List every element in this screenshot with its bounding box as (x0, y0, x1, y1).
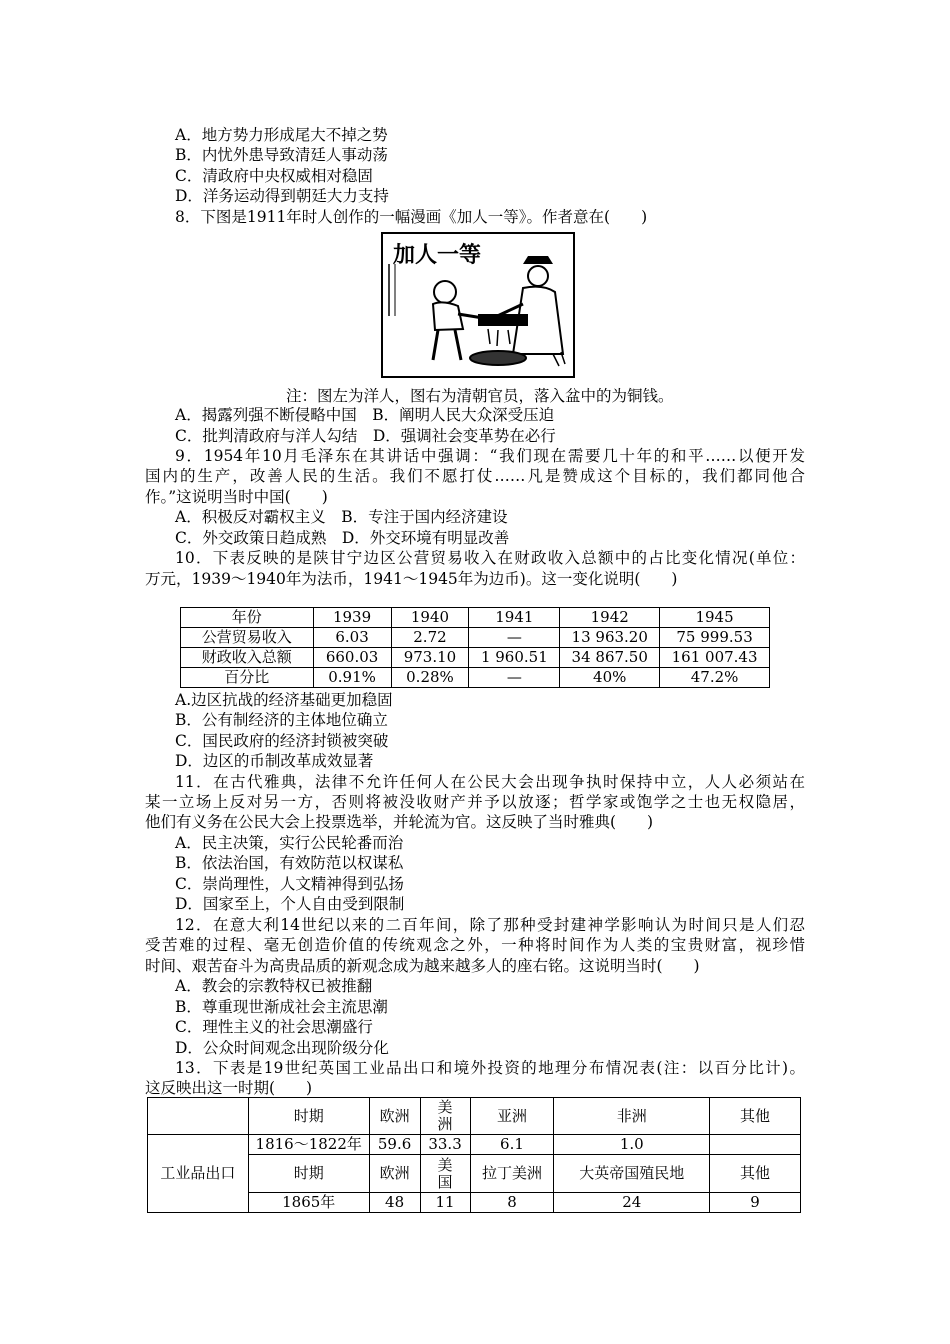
q13-row-label: 工业品出口 (148, 1135, 249, 1213)
table-cell: 8 (470, 1193, 554, 1213)
q11-option-a: A．民主决策，实行公民轮番而治 (175, 834, 404, 852)
table-cell: — (469, 628, 560, 648)
table-cell: — (469, 668, 560, 688)
q13-header2-usa: 美国 (437, 1155, 453, 1191)
table-cell: 11 (420, 1193, 470, 1213)
table-cell: 时期 (248, 1098, 369, 1135)
q13-stem-line2: 这反映出这一时期( ) (145, 1079, 313, 1097)
table-cell: 0.28% (391, 668, 469, 688)
table-cell: 6.1 (470, 1135, 554, 1155)
q10-option-d: D．边区的币制改革成效显著 (175, 752, 374, 770)
table-cell: 24 (554, 1193, 710, 1213)
q12-stem-line3: 时间、艰苦奋斗为高贵品质的新观念成为越来越多人的座右铭。这说明当时( ) (145, 957, 700, 975)
q10-stem-line1: 10．下表反映的是陕甘宁边区公营贸易收入在财政收入总额中的占比变化情况(单位： (175, 549, 805, 567)
q13-table (147, 1097, 801, 1213)
table-cell: 59.6 (369, 1135, 420, 1155)
table-cell: 年份 (181, 608, 314, 628)
table-cell: 公营贸易收入 (181, 628, 314, 648)
q11-option-b: B．依法治国，有效防范以权谋私 (175, 854, 404, 872)
table-cell (710, 1135, 801, 1155)
q12-option-d: D．公众时间观念出现阶级分化 (175, 1039, 389, 1057)
table-cell: 1 960.51 (469, 648, 560, 668)
table-cell: 亚洲 (470, 1098, 554, 1135)
table-cell: 其他 (710, 1098, 801, 1135)
table-row (181, 668, 770, 688)
table-cell: 33.3 (420, 1135, 470, 1155)
q12-option-b: B．尊重现世渐成社会主流思潮 (175, 998, 388, 1016)
table-cell: 1945 (660, 608, 770, 628)
table-cell: 161 007.43 (660, 648, 770, 668)
q13-header1-americas: 美洲 (437, 1098, 453, 1133)
table-cell: 1941 (469, 608, 560, 628)
table-cell: 1865年 (248, 1193, 369, 1213)
q11-stem-line3: 他们有义务在公民大会上投票选举，并轮流为官。这反映了当时雅典( ) (145, 813, 654, 831)
table-cell: 1816～1822年 (248, 1135, 369, 1155)
table-cell: 财政收入总额 (181, 648, 314, 668)
q8-options-cd: C．批判清政府与洋人勾结 D．强调社会变革势在必行 (175, 427, 556, 445)
table-cell: 其他 (710, 1155, 801, 1193)
table-cell: 13 963.20 (560, 628, 660, 648)
table-row (181, 628, 770, 648)
table-cell: 75 999.53 (660, 628, 770, 648)
q11-option-c: C．崇尚理性，人文精神得到弘扬 (175, 875, 404, 893)
q12-stem-line1: 12．在意大利14世纪以来的二百年间，除了那种受封建神学影响认为时间只是人们忍 (175, 916, 805, 934)
table-cell: 48 (369, 1193, 420, 1213)
q12-stem-line2: 受苦难的过程、毫无创造价值的传统观念之外，一种将时间作为人类的宝贵财富，视珍惜 (145, 936, 805, 954)
table-cell: 1940 (391, 608, 469, 628)
q8-options-ab: A．揭露列强不断侵略中国 B．阐明人民大众深受压迫 (175, 406, 555, 424)
table-cell: 非洲 (554, 1098, 710, 1135)
q10-option-c: C．国民政府的经济封锁被突破 (175, 732, 389, 750)
table-cell: 欧洲 (369, 1098, 420, 1135)
table-row (181, 648, 770, 668)
table-cell: 欧洲 (369, 1155, 420, 1193)
q8-note: 注：图左为洋人，图右为清朝官员，落入盆中的为铜钱。 (286, 387, 674, 405)
table-cell: 6.03 (313, 628, 391, 648)
table-cell: 973.10 (391, 648, 469, 668)
q10-table (180, 607, 770, 688)
q10-stem-line2: 万元，1939～1940年为法币，1941～1945年为边币)。这一变化说明( ) (145, 570, 678, 588)
table-cell (420, 1155, 470, 1193)
table-cell: 拉丁美洲 (470, 1155, 554, 1193)
table-cell (420, 1098, 470, 1135)
q7-option-b: B．内忧外患导致清廷人事动荡 (175, 146, 388, 164)
q10-option-a: A.边区抗战的经济基础更加稳固 (175, 691, 393, 709)
q8-stem: 8．下图是1911年时人创作的一幅漫画《加人一等》。作者意在( ) (175, 208, 648, 226)
table-row (148, 1135, 801, 1155)
q9-options-cd: C．外交政策日趋成熟 D．外交环境有明显改善 (175, 529, 510, 547)
q10-option-b: B．公有制经济的主体地位确立 (175, 711, 388, 729)
cartoon-drawing (383, 234, 573, 376)
q9-stem-line1: 9．1954年10月毛泽东在其讲话中强调：“我们现在需要几十年的和平……以便开发 (175, 447, 805, 465)
q9-options-ab: A．积极反对霸权主义 B．专注于国内经济建设 (175, 508, 508, 526)
table-cell: 大英帝国殖民地 (554, 1155, 710, 1193)
table-cell (148, 1098, 249, 1135)
table-cell: 时期 (248, 1155, 369, 1193)
table-cell: 9 (710, 1193, 801, 1213)
q11-option-d: D．国家至上，个人自由受到限制 (175, 895, 405, 913)
table-cell: 40% (560, 668, 660, 688)
cartoon-title: 加人一等 (393, 242, 482, 268)
table-cell: 34 867.50 (560, 648, 660, 668)
q13-stem-line1: 13．下表是19世纪英国工业品出口和境外投资的地理分布情况表(注：以百分比计)。 (175, 1059, 805, 1077)
table-cell: 1939 (313, 608, 391, 628)
q9-stem-line2: 国内的生产，改善人民的生活。我们不愿打仗……凡是赞成这个目标的，我们都同他合 (145, 467, 805, 485)
q11-stem-line1: 11．在古代雅典，法律不允许任何人在公民大会出现争执时保持中立，人人必须站在 (175, 773, 805, 791)
table-cell: 0.91% (313, 668, 391, 688)
table-cell: 47.2% (660, 668, 770, 688)
table-cell: 660.03 (313, 648, 391, 668)
table-cell: 1942 (560, 608, 660, 628)
q7-option-d: D．洋务运动得到朝廷大力支持 (175, 187, 389, 205)
q11-stem-line2: 某一立场上反对另一方，否则将被没收财产并予以放逐；哲学家或饱学之士也无权隐居， (145, 793, 805, 811)
table-cell: 2.72 (391, 628, 469, 648)
table-cell: 百分比 (181, 668, 314, 688)
cartoon-image (381, 232, 575, 378)
q9-stem-line3: 作。”这说明当时中国( ) (145, 488, 328, 506)
table-row (181, 608, 770, 628)
q12-option-a: A．教会的宗教特权已被推翻 (175, 977, 373, 995)
q12-option-c: C．理性主义的社会思潮盛行 (175, 1018, 373, 1036)
table-row (148, 1098, 801, 1135)
table-cell: 1.0 (554, 1135, 710, 1155)
q7-option-c: C．清政府中央权威相对稳固 (175, 167, 373, 185)
q7-option-a: A．地方势力形成尾大不掉之势 (175, 126, 388, 144)
